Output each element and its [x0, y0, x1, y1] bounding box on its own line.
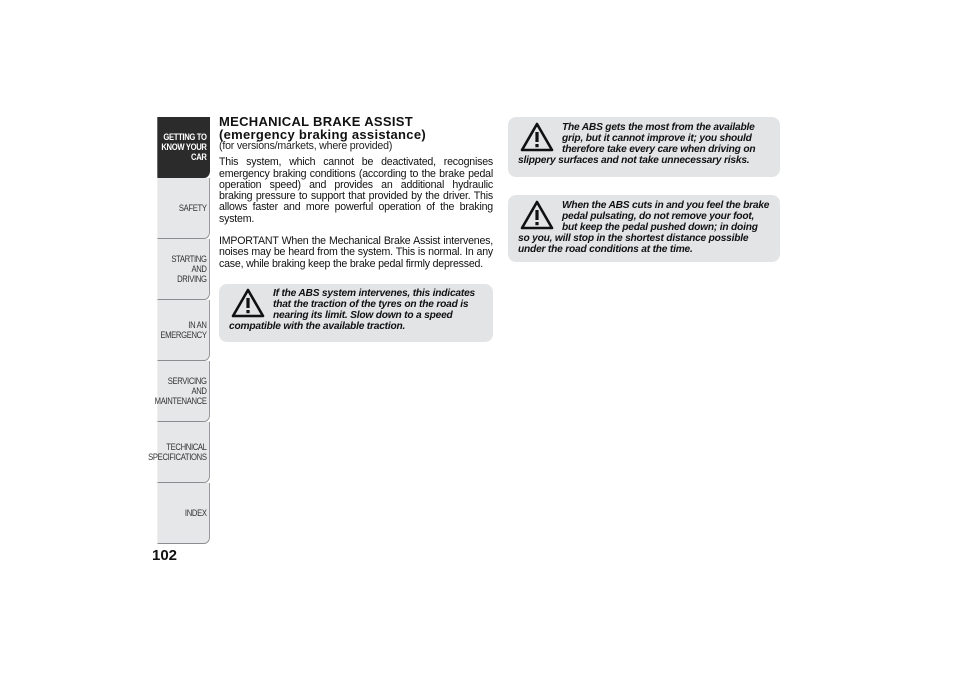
tab-getting-to-know-your-car[interactable]: GETTING TO KNOW YOUR CAR: [157, 117, 210, 178]
body-paragraph: This system, which cannot be deactivated, recognises emergency braking conditions (according to the brake pedal operation speed) and provides an additional hydraulic braking pressure to support that provided by the driver. This allows faster and more powerful operation of the braking system.: [219, 156, 493, 225]
tab-technical-specifications[interactable]: TECHNICAL SPECIFICATIONS: [157, 422, 210, 483]
page-number: 102: [152, 547, 178, 564]
warning-triangle-icon: [520, 200, 554, 230]
warning-text: The ABS gets the most from the available grip, but it cannot improve it; you should therefore take every care when driving on slippery surfaces and not take unnecessary risks.: [518, 122, 756, 166]
tab-servicing-and-maintenance[interactable]: SERVICING AND MAINTENANCE: [157, 361, 210, 422]
important-paragraph: IMPORTANT When the Mechanical Brake Assist intervenes, noises may be heard from the system. This is normal. In any case, while braking keep the brake pedal firmly depressed.: [219, 235, 493, 270]
right-column: [508, 117, 780, 280]
tab-safety[interactable]: SAFETY: [157, 178, 210, 239]
warning-triangle-icon: [231, 288, 265, 318]
chapter-sidebar: [148, 117, 210, 544]
warning-text: If the ABS system intervenes, this indicates that the traction of the tyres on the road is nearing its limit. Slow down to a speed compatible with the available traction.: [229, 287, 475, 332]
warning-box: [508, 117, 780, 177]
tab-starting-and-driving[interactable]: STARTING AND DRIVING: [157, 239, 210, 300]
warning-box: [508, 195, 780, 262]
warning-box: [219, 284, 493, 342]
availability-note: (for versions/markets, where provided): [219, 140, 393, 152]
tab-index[interactable]: INDEX: [157, 483, 210, 544]
tab-in-an-emergency[interactable]: IN AN EMERGENCY: [157, 300, 210, 361]
section-subtitle: (emergency braking assistance): [219, 127, 426, 142]
warning-text: When the ABS cuts in and you feel the brake pedal pulsating, do not remove your foot, but keep the pedal pushed down; in doing so you, will stop in the shortest distance possible under the road conditions at the time.: [518, 200, 770, 255]
warning-triangle-icon: [520, 122, 554, 152]
section-title: MECHANICAL BRAKE ASSIST: [219, 114, 413, 129]
left-column: [219, 115, 493, 342]
